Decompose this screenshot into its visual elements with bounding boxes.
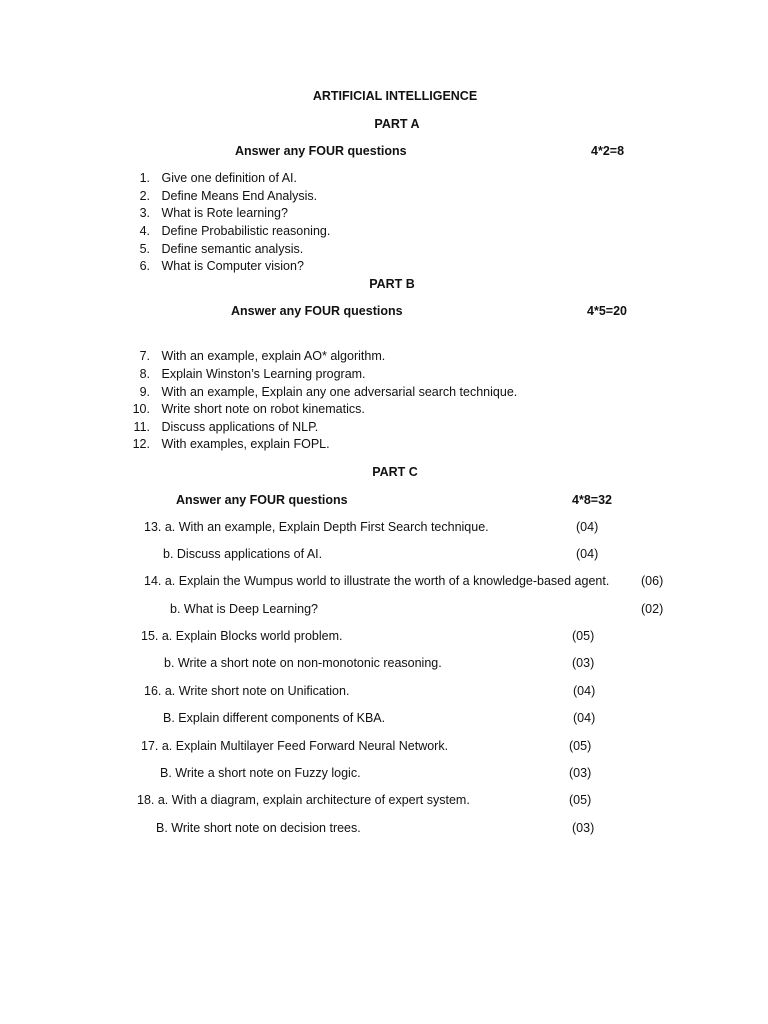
part-c-instruction: Answer any FOUR questions xyxy=(176,493,348,507)
question-text: b. What is Deep Learning? xyxy=(170,602,319,616)
question-marks: (03) xyxy=(569,766,592,780)
question-text: Write short note on robot kinematics. xyxy=(161,402,365,416)
question-text: B. Explain different components of KBA. xyxy=(163,711,386,725)
question-text: With an example, Explain any one adversarial search technique. xyxy=(161,385,518,399)
question-number: 6. xyxy=(139,259,150,273)
list-item xyxy=(128,367,366,381)
question-number: 11. xyxy=(133,420,150,434)
list-item xyxy=(128,420,318,434)
list-item xyxy=(128,189,317,203)
question-marks: (05) xyxy=(569,739,592,753)
question-text: With an example, explain AO* algorithm. xyxy=(161,349,386,363)
question-text: 14. a. Explain the Wumpus world to illustrate the worth of a knowledge-based agent. xyxy=(144,574,610,588)
question-marks: (04) xyxy=(573,684,596,698)
question-marks: (04) xyxy=(573,711,596,725)
question-number: 12. xyxy=(132,437,150,451)
question-text: With examples, explain FOPL. xyxy=(161,437,330,451)
part-b-marks: 4*5=20 xyxy=(587,304,627,318)
question-number: 2. xyxy=(139,189,150,203)
part-b-heading: PART B xyxy=(369,277,415,291)
list-item xyxy=(128,385,517,399)
part-c-heading: PART C xyxy=(372,465,418,479)
list-item xyxy=(128,349,385,363)
question-number: 9. xyxy=(139,385,150,399)
part-b-instruction: Answer any FOUR questions xyxy=(231,304,403,318)
question-text: What is Rote learning? xyxy=(161,206,288,220)
exam-title: ARTIFICIAL INTELLIGENCE xyxy=(312,89,478,103)
list-item xyxy=(128,224,330,238)
question-text: Give one definition of AI. xyxy=(161,171,297,185)
question-marks: (03) xyxy=(572,656,595,670)
question-text: Define Means End Analysis. xyxy=(161,189,318,203)
question-number: 10. xyxy=(132,402,150,416)
question-text: b. Discuss applications of AI. xyxy=(163,547,323,561)
question-text: Define Probabilistic reasoning. xyxy=(161,224,331,238)
question-marks: (05) xyxy=(569,793,592,807)
question-marks: (04) xyxy=(576,547,599,561)
question-marks: (05) xyxy=(572,629,595,643)
question-marks: (06) xyxy=(641,574,664,588)
part-a-marks: 4*2=8 xyxy=(591,144,625,158)
question-number: 3. xyxy=(139,206,150,220)
list-item xyxy=(128,206,288,220)
list-item xyxy=(128,402,365,416)
question-text: What is Computer vision? xyxy=(161,259,304,273)
question-text: b. Write a short note on non-monotonic reasoning. xyxy=(164,656,442,670)
question-number: 5. xyxy=(139,242,150,256)
part-a-heading: PART A xyxy=(374,117,420,131)
question-text: 17. a. Explain Multilayer Feed Forward Neural Network. xyxy=(141,739,449,753)
question-text: 15. a. Explain Blocks world problem. xyxy=(141,629,343,643)
list-item xyxy=(128,437,330,451)
list-item xyxy=(128,242,303,256)
question-text: B. Write a short note on Fuzzy logic. xyxy=(160,766,361,780)
part-c-marks: 4*8=32 xyxy=(572,493,612,507)
question-number: 4. xyxy=(139,224,150,238)
question-number: 1. xyxy=(139,171,150,185)
question-text: 16. a. Write short note on Unification. xyxy=(144,684,350,698)
question-marks: (03) xyxy=(572,821,595,835)
list-item xyxy=(128,259,304,273)
question-text: Explain Winston’s Learning program. xyxy=(161,367,366,381)
question-text: 13. a. With an example, Explain Depth First Search technique. xyxy=(144,520,489,534)
question-text: 18. a. With a diagram, explain architecture of expert system. xyxy=(137,793,470,807)
question-number: 8. xyxy=(139,367,150,381)
question-number: 7. xyxy=(139,349,150,363)
question-text: Define semantic analysis. xyxy=(161,242,304,256)
question-text: B. Write short note on decision trees. xyxy=(156,821,361,835)
part-a-instruction: Answer any FOUR questions xyxy=(235,144,407,158)
question-marks: (04) xyxy=(576,520,599,534)
list-item xyxy=(128,171,297,185)
question-marks: (02) xyxy=(641,602,664,616)
question-text: Discuss applications of NLP. xyxy=(161,420,319,434)
